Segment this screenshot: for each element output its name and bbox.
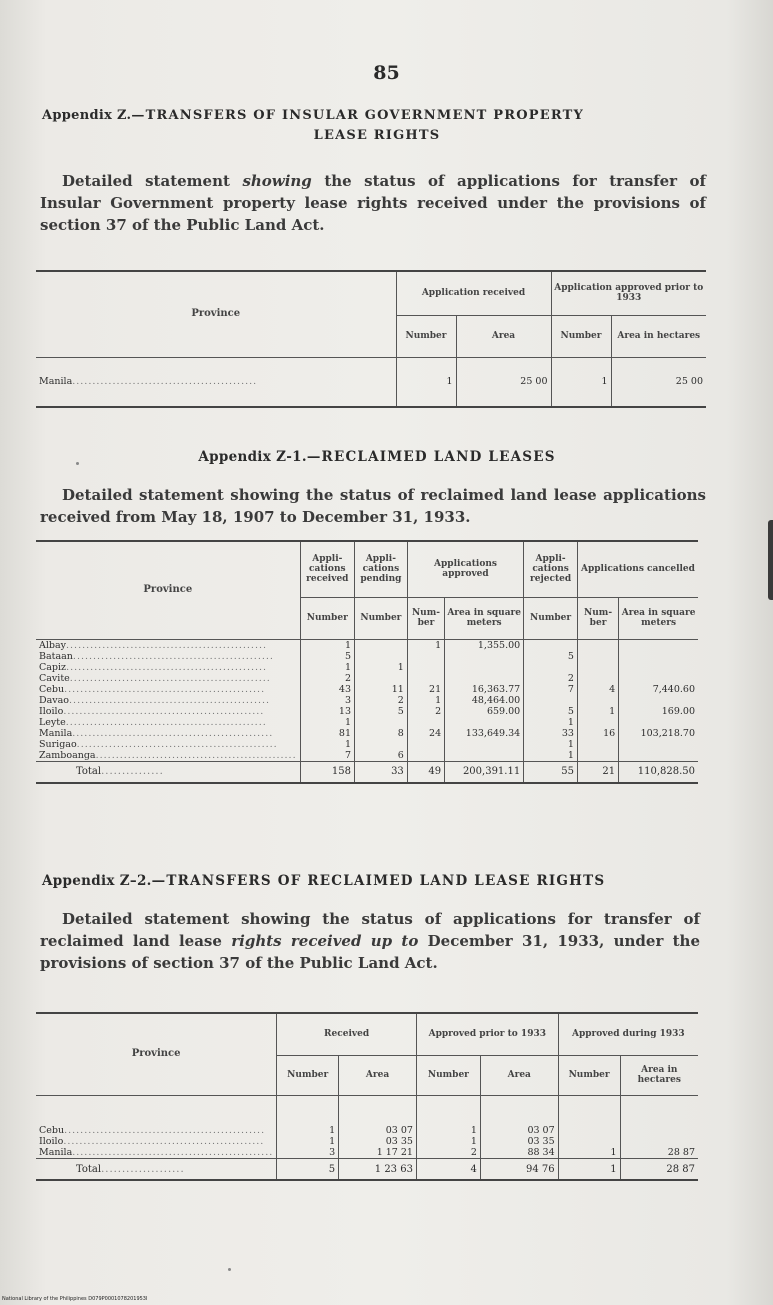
header-pending: Appli-cations pending (355, 541, 408, 597)
province-name: Albay (39, 639, 67, 651)
province-name: Leyte (39, 716, 66, 728)
total-row (36, 761, 698, 783)
header-cancelled: Applications cancelled (577, 541, 698, 597)
total-label (36, 761, 300, 783)
header-number: Num-ber (407, 597, 444, 639)
total-row (36, 1159, 698, 1181)
cell: 1 (524, 750, 578, 762)
cell: 49 (407, 761, 444, 783)
table-row (36, 357, 706, 407)
desc-part: Detailed statement (62, 172, 230, 190)
header-received: Application received (396, 271, 551, 315)
table-row (36, 1136, 698, 1147)
header-number: Number (558, 1055, 620, 1095)
cell: 4 (416, 1159, 480, 1181)
leader-dots: .................................................. (66, 639, 268, 651)
cell: 1 (558, 1159, 620, 1181)
appendix-z2-rows (36, 1125, 698, 1159)
cell-province (36, 1136, 277, 1147)
province-name: Davao (39, 694, 70, 706)
cell: 7 (300, 750, 354, 762)
cell-province (36, 717, 300, 728)
cell: 16,363.77 (445, 684, 524, 695)
cell (619, 639, 698, 651)
province-name: Iloilo (39, 1136, 64, 1147)
leader-dots: .................................................. (69, 694, 271, 706)
cell: 1 (300, 662, 354, 673)
cell: 03 35 (480, 1136, 558, 1147)
province-name: Manila (39, 376, 73, 388)
header-number: Number (355, 597, 408, 639)
cell-province (36, 684, 300, 695)
leader-dots: .............................................. (72, 376, 258, 388)
cell (445, 651, 524, 662)
leader-dots: .................................................. (76, 738, 278, 750)
cell: 2 (416, 1147, 480, 1159)
cell: 81 (300, 728, 354, 739)
cell: 1 (407, 695, 444, 706)
header-province: Province (36, 541, 300, 639)
cell: 21 (407, 684, 444, 695)
table-row (36, 651, 698, 662)
cell (620, 1136, 698, 1147)
header-approved: Applications approved (407, 541, 523, 597)
cell (619, 717, 698, 728)
leader-dots: .................................................. (72, 727, 274, 739)
header-received: Appli-cations received (300, 541, 354, 597)
cell-province (36, 639, 300, 651)
cell: 158 (300, 761, 354, 783)
cell: 11 (355, 684, 408, 695)
cell (355, 673, 408, 684)
cell (619, 750, 698, 762)
cell: 1 (416, 1136, 480, 1147)
appendix-z-table (36, 270, 706, 408)
cell (577, 673, 618, 684)
header-number: Number (524, 597, 578, 639)
cell (407, 717, 444, 728)
cell (445, 662, 524, 673)
desc-part: rights received up to (231, 932, 419, 950)
cell: 88 34 (480, 1147, 558, 1159)
cell-province (36, 739, 300, 750)
cell-province (36, 1147, 277, 1159)
scan-footer: National Library of the Philippines D079P0001078201953I (2, 1296, 148, 1302)
cell: 2 (355, 695, 408, 706)
cell (577, 662, 618, 673)
province-name: Zamboanga (39, 749, 96, 761)
province-name: Cebu (39, 683, 65, 695)
cell-province (36, 651, 300, 662)
province-name: Surigao (39, 738, 77, 750)
header-approved-prior: Approved prior to 1933 (416, 1013, 558, 1055)
cell: 1 (300, 739, 354, 750)
cell: 1 (524, 739, 578, 750)
table-row (36, 639, 698, 651)
cell: 659.00 (445, 706, 524, 717)
cell: 94 76 (480, 1159, 558, 1181)
header-province: Province (36, 271, 396, 357)
cell: 6 (355, 750, 408, 762)
header-area: Area (456, 315, 551, 357)
cell: 13 (300, 706, 354, 717)
page-number: 85 (373, 62, 400, 84)
cell-province (36, 728, 300, 739)
cell (619, 695, 698, 706)
table-row (36, 706, 698, 717)
cell: 5 (277, 1159, 339, 1181)
header-area: Area in square meters (619, 597, 698, 639)
cell (619, 662, 698, 673)
cell: 1 (396, 357, 456, 407)
desc-part: December 31, 1933, under the provisions of section 37 of the Public Land Act. (40, 932, 701, 972)
appendix-z2-label: Appendix Z–2. (42, 873, 152, 889)
cell (619, 673, 698, 684)
cell (407, 739, 444, 750)
table-row (36, 684, 698, 695)
cell (524, 695, 578, 706)
cell: 1 (524, 717, 578, 728)
province-name: Bataan (39, 650, 73, 662)
province-name: Iloilo (39, 705, 64, 717)
cell: 3 (300, 695, 354, 706)
province-name: Cebu (39, 1125, 65, 1136)
appendix-z-title-line2: LEASE RIGHTS (313, 128, 441, 143)
cell (577, 717, 618, 728)
cell: 1 (355, 662, 408, 673)
province-name: Cavite (39, 672, 70, 684)
cell: 1 (558, 1147, 620, 1159)
leader-dots: .................................................. (95, 749, 297, 761)
desc-part: the status of applications for transfer of Insular Government property lease rights received under the provisions of section 37 of the Public Land Act. (40, 172, 706, 234)
cell: 48,464.00 (445, 695, 524, 706)
cell (355, 651, 408, 662)
cell (619, 739, 698, 750)
cell-province (36, 357, 396, 407)
appendix-z2-table (36, 1012, 698, 1181)
leader-dots: .................................................. (64, 1125, 266, 1136)
cell (445, 739, 524, 750)
header-area: Area in square meters (445, 597, 524, 639)
cell: 133,649.34 (445, 728, 524, 739)
appendix-z1-description: Detailed statement showing the status of reclaimed land lease applications received from May 18, 1907 to December 31, 1933. (40, 486, 706, 526)
province-name: Manila (39, 1147, 73, 1158)
table-row (36, 662, 698, 673)
header-area: Area in hectares (611, 315, 706, 357)
cell: 2 (300, 673, 354, 684)
cell: 1 (551, 357, 611, 407)
table-row (36, 673, 698, 684)
cell: 43 (300, 684, 354, 695)
cell (577, 750, 618, 762)
cell: 16 (577, 728, 618, 739)
total-label-text: Total (76, 766, 102, 777)
cell (620, 1125, 698, 1136)
cell: 5 (524, 706, 578, 717)
cell (445, 750, 524, 762)
header-number: Number (416, 1055, 480, 1095)
leader-dots: ............... (101, 766, 164, 777)
table-row (36, 695, 698, 706)
table-row (36, 750, 698, 762)
total-label (36, 1159, 277, 1181)
appendix-z-title (42, 106, 712, 125)
cell: 1 (407, 639, 444, 651)
cell: 5 (300, 651, 354, 662)
cell: 3 (277, 1147, 339, 1159)
province-name: Manila (39, 727, 73, 739)
cell: 1,355.00 (445, 639, 524, 651)
cell-province (36, 1125, 277, 1136)
cell: 1 (300, 717, 354, 728)
leader-dots: .................................................. (63, 1136, 265, 1147)
header-province: Province (36, 1013, 277, 1095)
cell (355, 639, 408, 651)
cell: 200,391.11 (445, 761, 524, 783)
leader-dots: .................................................. (66, 661, 268, 673)
cell-province (36, 662, 300, 673)
cell: 03 07 (339, 1125, 417, 1136)
cell (407, 750, 444, 762)
total-label-text: Total (76, 1163, 102, 1175)
table-row (36, 739, 698, 750)
cell: 169.00 (619, 706, 698, 717)
cell: 1 (300, 639, 354, 651)
header-area: Area (339, 1055, 417, 1095)
cell (577, 739, 618, 750)
leader-dots: .................... (101, 1163, 185, 1175)
cell: 28 87 (620, 1147, 698, 1159)
leader-dots: .................................................. (69, 672, 271, 684)
leader-dots: .................................................. (63, 705, 265, 717)
appendix-z1-title-rest: —RECLAIMED LAND LEASES (306, 449, 556, 465)
cell-province (36, 706, 300, 717)
leader-dots: .................................................. (64, 683, 266, 695)
cell (407, 673, 444, 684)
cell: 03 35 (339, 1136, 417, 1147)
cell: 2 (524, 673, 578, 684)
appendix-z-label: Appendix Z. (42, 108, 132, 123)
table-row (36, 1125, 698, 1136)
header-number: Number (396, 315, 456, 357)
cell: 110,828.50 (619, 761, 698, 783)
leader-dots: .................................................. (72, 1147, 274, 1158)
cell: 25 00 (611, 357, 706, 407)
header-area: Area (480, 1055, 558, 1095)
cell-province (36, 695, 300, 706)
cell: 7,440.60 (619, 684, 698, 695)
cell (445, 717, 524, 728)
cell (524, 662, 578, 673)
header-number: Num-ber (577, 597, 618, 639)
cell: 8 (355, 728, 408, 739)
table-row (36, 728, 698, 739)
paper-speck (228, 1268, 231, 1271)
cell: 03 07 (480, 1125, 558, 1136)
header-number: Number (551, 315, 611, 357)
cell: 28 87 (620, 1159, 698, 1181)
appendix-z2-title-rest: —TRANSFERS OF RECLAIMED LAND LEASE RIGHTS (151, 873, 606, 889)
cell: 5 (355, 706, 408, 717)
cell (355, 739, 408, 750)
cell: 33 (524, 728, 578, 739)
cell: 1 (277, 1125, 339, 1136)
header-area: Area in hectares (620, 1055, 698, 1095)
page-edge-shadow (768, 520, 773, 600)
cell (558, 1136, 620, 1147)
cell: 21 (577, 761, 618, 783)
cell-province (36, 673, 300, 684)
appendix-z1-label: Appendix Z-1. (198, 449, 307, 465)
cell: 5 (524, 651, 578, 662)
cell: 1 17 21 (339, 1147, 417, 1159)
cell: 25 00 (456, 357, 551, 407)
cell: 1 (277, 1136, 339, 1147)
cell (619, 651, 698, 662)
appendix-z2-title (42, 872, 742, 891)
cell (407, 651, 444, 662)
desc-part: Detailed statement showing the status of applications for transfer of reclaimed land lease (40, 910, 700, 950)
cell (445, 673, 524, 684)
appendix-z1-table (36, 540, 698, 784)
cell (577, 695, 618, 706)
cell-province (36, 750, 300, 762)
appendix-z2-description (40, 908, 700, 974)
appendix-z-description (40, 170, 706, 236)
cell: 1 23 63 (339, 1159, 417, 1181)
header-number: Number (300, 597, 354, 639)
cell (407, 662, 444, 673)
leader-dots: .................................................. (65, 716, 267, 728)
appendix-z-title-line1: —TRANSFERS OF INSULAR GOVERNMENT PROPERTY (131, 108, 584, 123)
cell: 103,218.70 (619, 728, 698, 739)
leader-dots: .................................................. (72, 650, 274, 662)
header-number: Number (277, 1055, 339, 1095)
cell (355, 717, 408, 728)
appendix-z1-rows (36, 639, 698, 761)
cell: 33 (355, 761, 408, 783)
header-rejected: Appli-cations rejected (524, 541, 578, 597)
cell (577, 639, 618, 651)
province-name: Capiz (39, 661, 67, 673)
cell: 55 (524, 761, 578, 783)
cell: 24 (407, 728, 444, 739)
header-approved: Application approved prior to 1933 (551, 271, 706, 315)
cell: 1 (416, 1125, 480, 1136)
cell: 4 (577, 684, 618, 695)
cell: 7 (524, 684, 578, 695)
header-approved-during: Approved during 1933 (558, 1013, 698, 1055)
table-row (36, 717, 698, 728)
cell: 2 (407, 706, 444, 717)
table-row (36, 1147, 698, 1159)
appendix-z1-title (42, 448, 712, 467)
cell (558, 1125, 620, 1136)
header-received: Received (277, 1013, 417, 1055)
cell (524, 639, 578, 651)
desc-part: showing (242, 172, 312, 190)
cell (577, 651, 618, 662)
cell: 1 (577, 706, 618, 717)
